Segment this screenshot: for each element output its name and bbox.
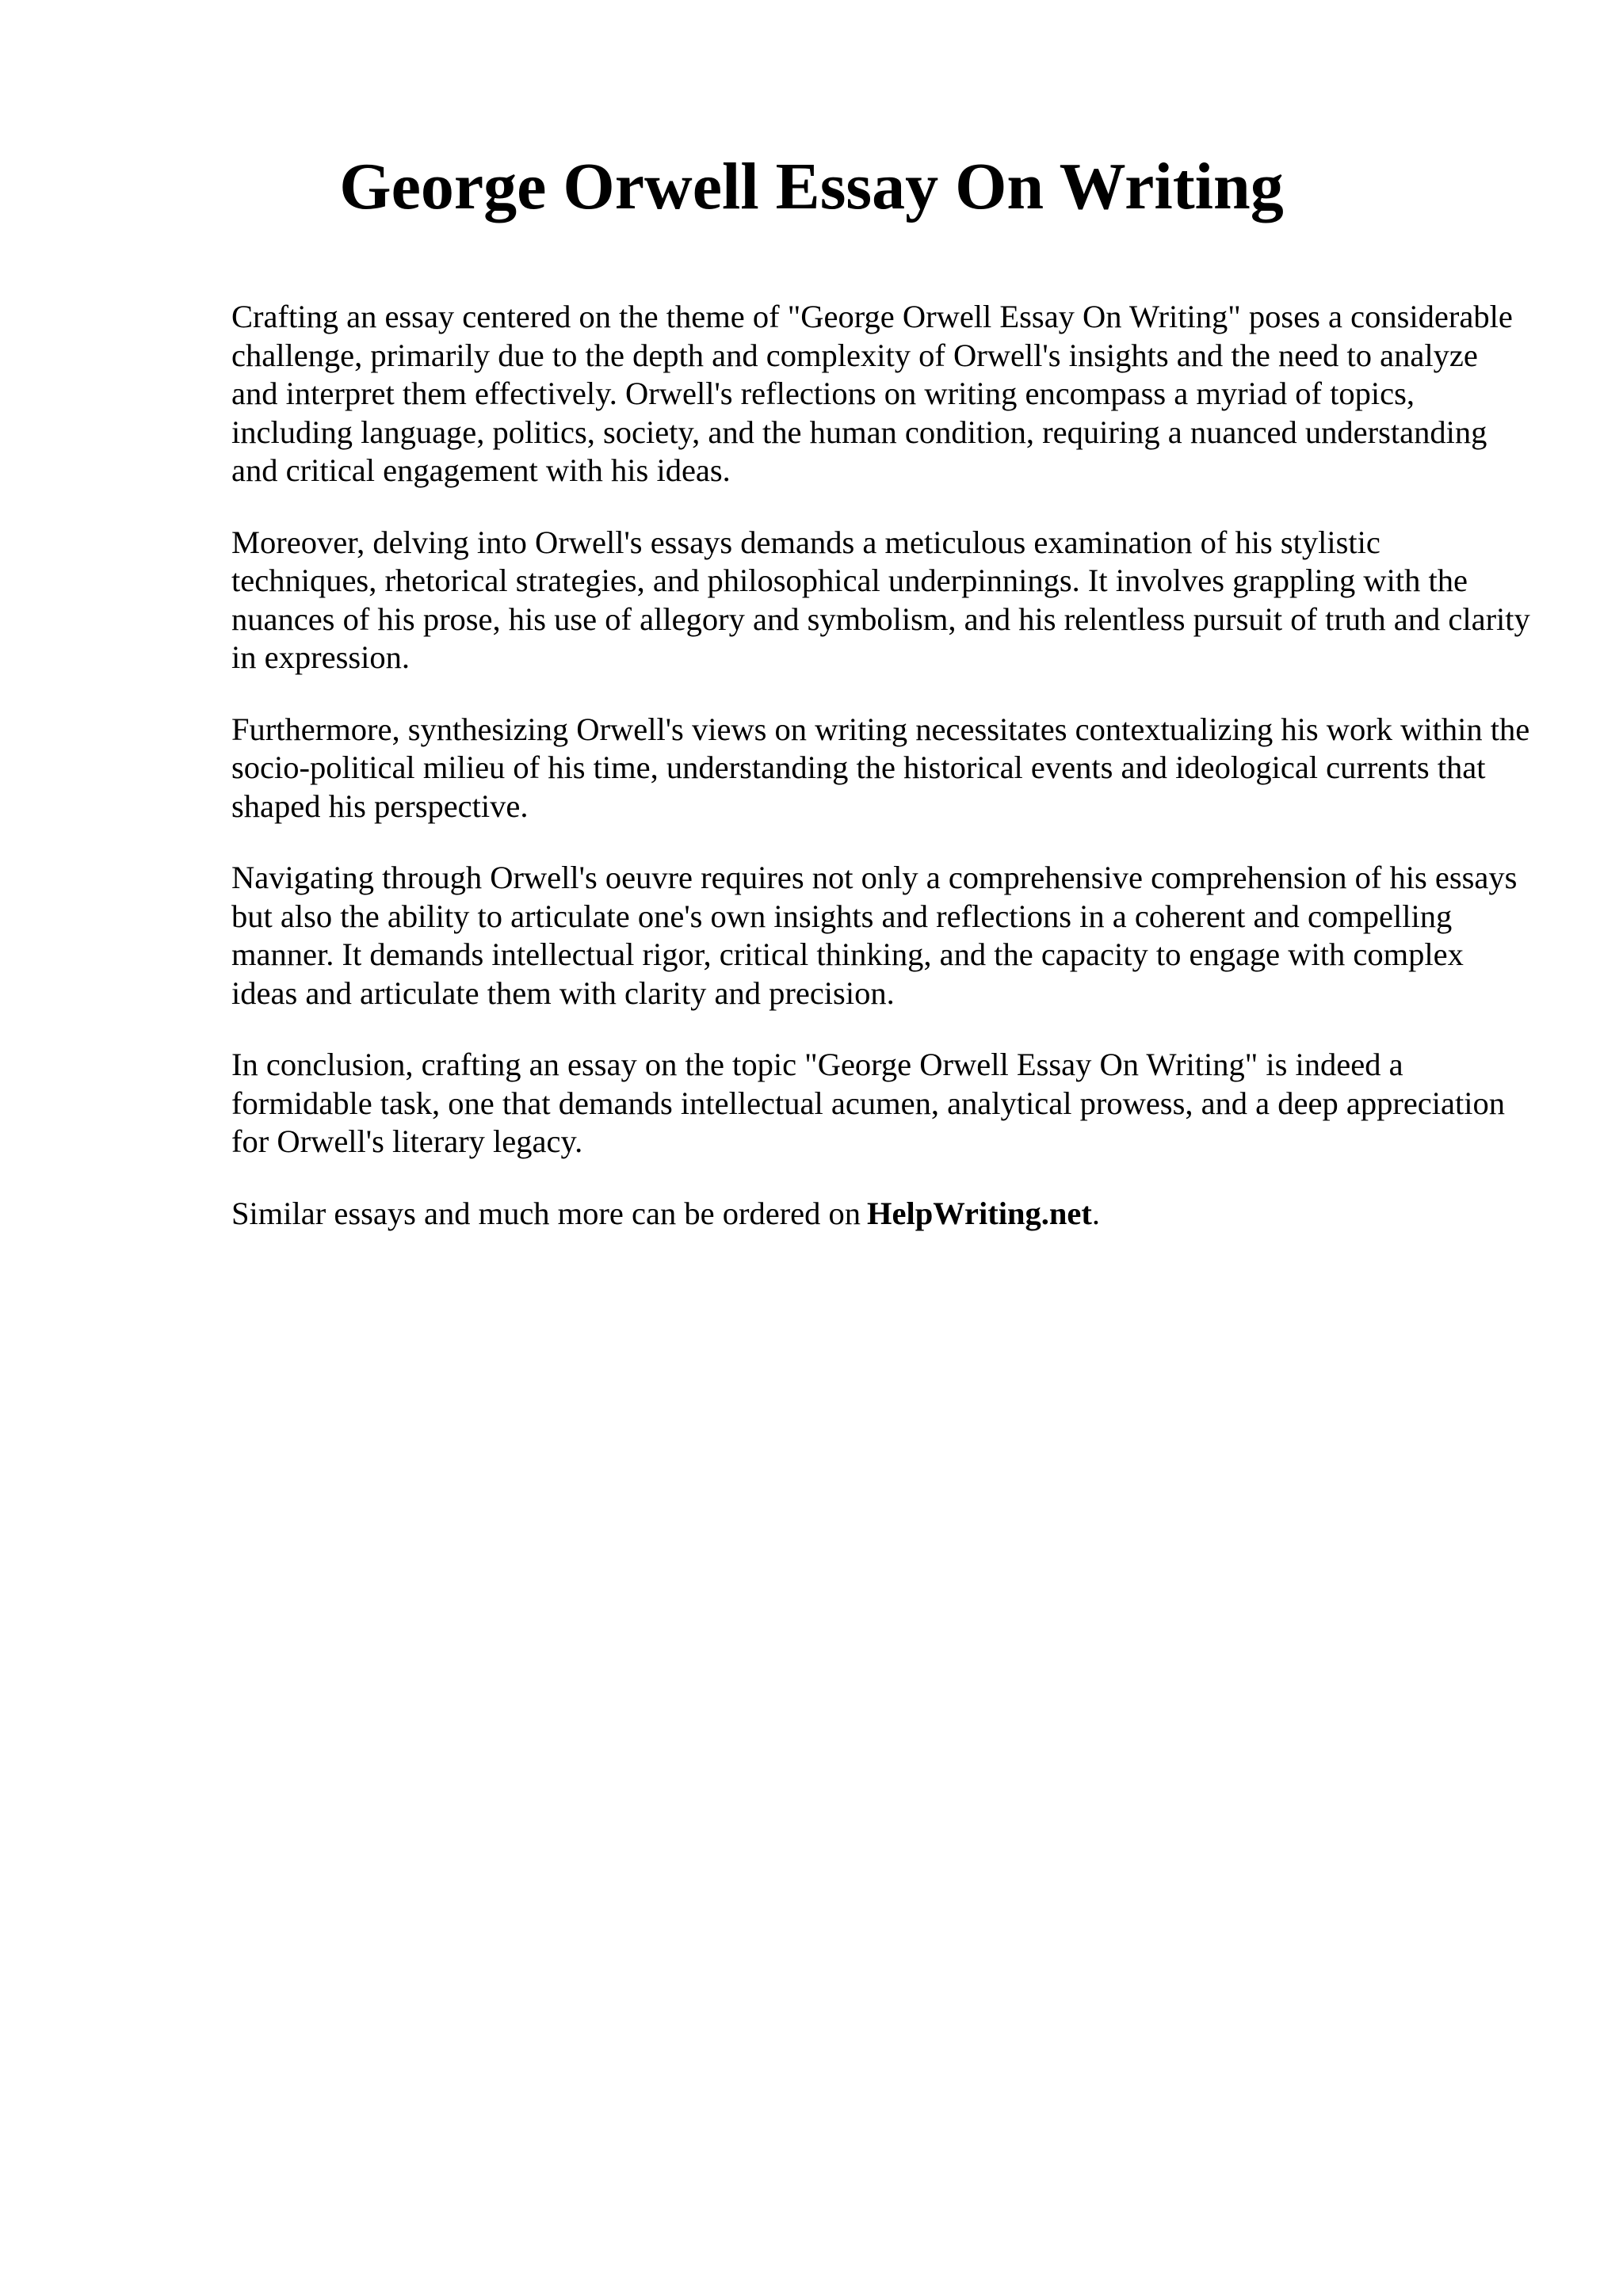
closing-line [231, 1195, 1531, 1234]
closing-suffix: . [1091, 1195, 1101, 1231]
paragraph-5: In conclusion, crafting an essay on the topic "George Orwell Essay On Writing" is indeed a formidable task, one that demands intellectual acumen, analytical prowess, and a deep appreciation for Orwell's literary legacy. [231, 1047, 1506, 1159]
closing-text: Similar essays and much more can be ordered on [231, 1195, 861, 1231]
paragraph-2: Moreover, delving into Orwell's essays demands a meticulous examination of his stylistic techniques, rhetorical strategies, and philosophical underpinnings. It involves grappling with the nuances of his prose, his use of allegory and symbolism, and his relentless pursuit of truth and clarity in expression. [231, 524, 1530, 675]
helpwriting-link[interactable]: HelpWriting.net [867, 1195, 1092, 1231]
page-title: George Orwell Essay On Writing [339, 150, 1284, 223]
paragraph-1: Crafting an essay centered on the theme of "George Orwell Essay On Writing" poses a considerable challenge, primarily due to the depth and complexity of Orwell's insights and the need to analyze and interpret them effectively. Orwell's reflections on writing encompass a myriad of topics, including language, politics, society, and the human condition, requiring a nuanced understanding and critical engagement with his ideas. [231, 299, 1513, 488]
paragraph-3: Furthermore, synthesizing Orwell's views on writing necessitates contextualizing his work within the socio-political milieu of his time, understanding the historical events and ideological currents that shaped his perspective. [231, 711, 1530, 824]
paragraph-4: Navigating through Orwell's oeuvre requires not only a comprehensive comprehension of his essays but also the ability to articulate one's own insights and reflections in a coherent and compelling manner. It demands intellectual rigor, critical thinking, and the capacity to engage with complex ideas and articulate them with clarity and precision. [231, 860, 1518, 1011]
essay-body [231, 298, 1531, 1266]
